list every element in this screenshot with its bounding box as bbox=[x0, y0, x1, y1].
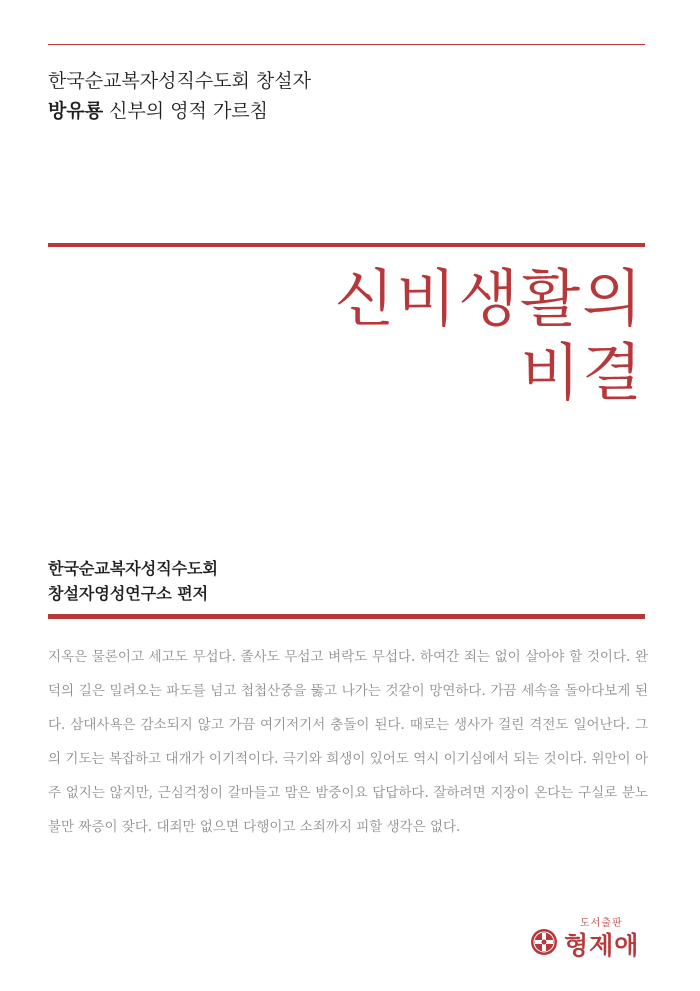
book-title bbox=[335, 262, 644, 410]
cover-subtitle bbox=[48, 66, 311, 126]
author-line-2: 창설자영성연구소 편저 bbox=[48, 584, 209, 603]
book-title-line-1: 신비생활의 bbox=[334, 262, 644, 335]
author-credit bbox=[48, 556, 218, 606]
book-title-line-2: 비결 bbox=[520, 336, 644, 409]
subtitle-line-1: 한국순교복자성직수도회 창설자 bbox=[48, 70, 311, 92]
blurb-top-rule bbox=[48, 614, 645, 619]
title-top-rule bbox=[48, 243, 645, 247]
author-line-1: 한국순교복자성직수도회 bbox=[48, 559, 219, 578]
publisher-name: 형제애 bbox=[564, 931, 640, 960]
circular-cross-emblem-icon bbox=[530, 928, 558, 956]
publisher-logo bbox=[530, 914, 650, 964]
subtitle-founder-name: 방유룡 bbox=[48, 100, 104, 122]
publisher-label: 도서출판 bbox=[580, 918, 623, 929]
subtitle-line-2-rest: 신부의 영적 가르침 bbox=[103, 100, 269, 122]
cover-blurb: 지옥은 물론이고 세고도 무섭다. 졸사도 무섭고 벼락도 무섭다. 하여간 죄는 없이 살아야 할 것이다. 완덕의 길은 밀려오는 파도를 넘고 첩첩산중을 뚫고 나가는 것같이 망연하다. 가끔 세속을 돌아다보게 된다. 삼대사욕은 감소되지 않고 가끔 여기저기서 충돌이 된다. 때로는 생사가 걸린 격전도 일어난다. 그의 기도는 복잡하고 대개가 이기적이다. 극기와 희생이 있어도 역시 이기심에서 되는 것이다. 위안이 아주 없지는 않지만, 근심걱정이 갈마들고 맘은 밤중이요 답답하다. 잘하려면 지장이 온다는 구실로 분노 불만 짜증이 잦다. 대죄만 없으면 다행이고 소죄까지 피할 생각은 없다. bbox=[48, 649, 648, 835]
top-thin-rule bbox=[48, 44, 645, 45]
subtitle-line-2 bbox=[48, 96, 311, 126]
